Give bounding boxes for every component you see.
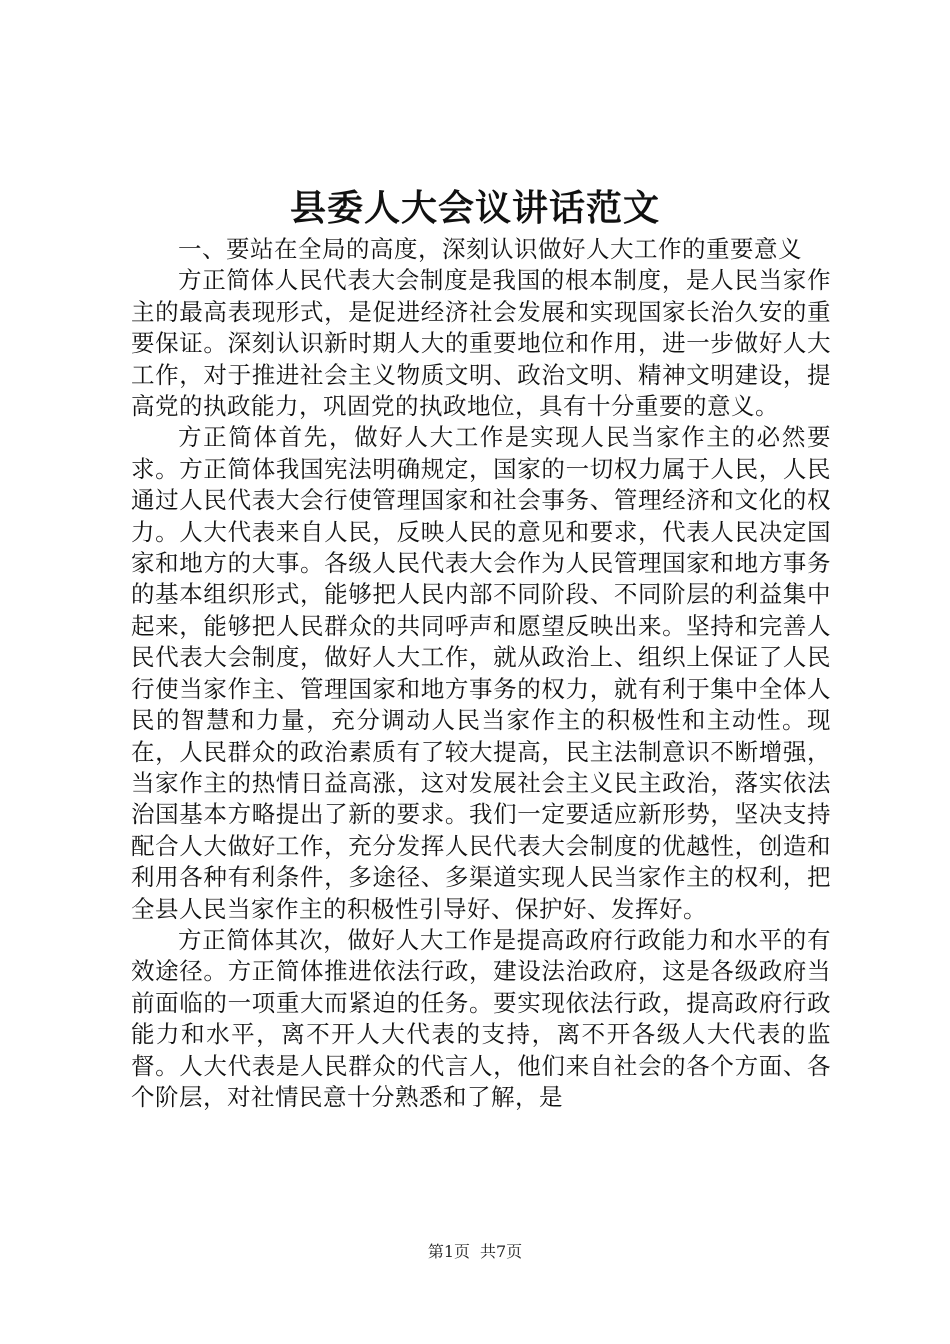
body-paragraph: 方正简体人民代表大会制度是我国的根本制度，是人民当家作主的最高表现形式，是促进经济社会发展和实现国家长治久安的重要保证。深刻认识新时期人大的重要地位和作用，进一步做好人大工作，对于推进社会主义物质文明、政治文明、精神文明建设，提高党的执政能力，巩固党的执政地位，具有十分重要的意义。 — [131, 266, 831, 421]
page-number: 第1页 — [427, 1242, 470, 1261]
document-body — [131, 234, 831, 1113]
body-paragraph: 方正简体其次，做好人大工作是提高政府行政能力和水平的有效途径。方正简体推进依法行政，建设法治政府，这是各级政府当前面临的一项重大而紧迫的任务。要实现依法行政，提高政府行政能力和水平，离不开人大代表的支持，离不开各级人大代表的监督。人大代表是人民群众的代言人，他们来自社会的各个方面、各个阶层，对社情民意十分熟悉和了解，是 — [131, 925, 831, 1111]
page-footer — [0, 1241, 950, 1263]
page-count: 共7页 — [480, 1242, 523, 1261]
document-title: 县委人大会议讲话范文 — [289, 188, 660, 229]
section-heading: 一、要站在全局的高度，深刻认识做好人大工作的重要意义 — [178, 235, 802, 263]
body-paragraph: 方正简体首先，做好人大工作是实现人民当家作主的必然要求。方正简体我国宪法明确规定，国家的一切权力属于人民，人民通过人民代表大会行使管理国家和社会事务、管理经济和文化的权力。人大代表来自人民，反映人民的意见和要求，代表人民决定国家和地方的大事。各级人民代表大会作为人民管理国家和地方事务的基本组织形式，能够把人民内部不同阶段、不同阶层的利益集中起来，能够把人民群众的共同呼声和愿望反映出来。坚持和完善人民代表大会制度，做好人大工作，就从政治上、组织上保证了人民行使当家作主、管理国家和地方事务的权力，就有利于集中全体人民的智慧和力量，充分调动人民当家作主的积极性和主动性。现在，人民群众的政治素质有了较大提高，民主法制意识不断增强，当家作主的热情日益高涨，这对发展社会主义民主政治，落实依法治国基本方略提出了新的要求。我们一定要适应新形势，坚决支持配合人大做好工作，充分发挥人民代表大会制度的优越性，创造和利用各种有利条件，多途径、多渠道实现人民当家作主的权利，把全县人民当家作主的积极性引导好、保护好、发挥好。 — [131, 423, 831, 923]
